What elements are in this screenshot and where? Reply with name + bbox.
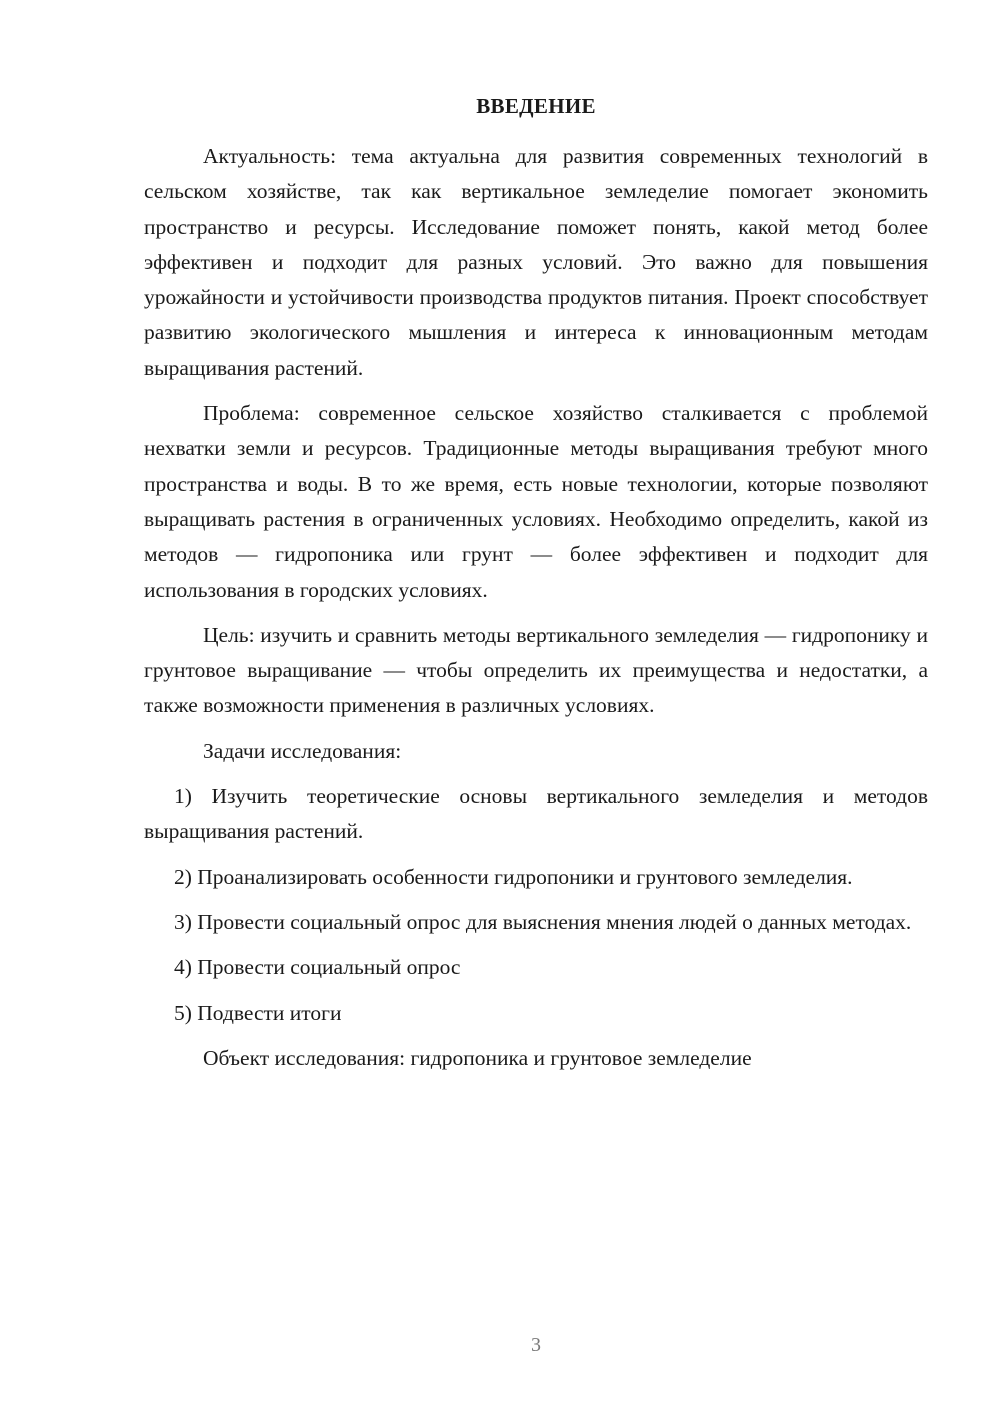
problem-paragraph: Проблема: современное сельское хозяйство сталкивается с проблемой нехватки земли и ресурсов. Традиционные методы выращивания требуют много пространства и воды. В то же время, есть новые технологии, которые позволяют выращивать растения в ограниченных условиях. Необходимо определить, какой из методов — гидропоника или грунт — более эффективен и подходит для использования в городских условиях. [144,401,928,602]
tasks-title: Задачи исследования: [203,738,402,763]
relevance-paragraph: Актуальность: тема актуальна для развития современных технологий в сельском хозяйстве, так как вертикальное земледелие помогает экономить пространство и ресурсы. Исследование поможет понять, какой метод более эффективен и подходит для разных условий. Это важно для повышения урожайности и устойчивости производства продуктов питания. Проект способствует развитию экологического мышления и интереса к инновационным методам выращивания растений. [144,144,928,380]
document-body [144,139,928,1086]
object-paragraph: Объект исследования: гидропоника и грунтовое земледелие [203,1045,752,1070]
task-item-1: 1) Изучить теоретические основы вертикального земледелия и методов выращивания растений. [144,784,928,844]
goal-paragraph: Цель: изучить и сравнить методы вертикального земледелия — гидропонику и грунтовое выращивание — чтобы определить их преимущества и недостатки, а также возможности применения в различных условиях. [144,622,928,718]
section-heading: ВВЕДЕНИЕ [476,94,596,118]
page-number: 3 [531,1334,541,1356]
task-item-4: 4) Провести социальный опрос [174,955,461,980]
task-item-2: 2) Проанализировать особенности гидропоники и грунтового земледелия. [174,864,853,889]
task-item-3: 3) Провести социальный опрос для выяснения мнения людей о данных методах. [174,909,912,934]
task-item-5: 5) Подвести итоги [174,1000,342,1025]
